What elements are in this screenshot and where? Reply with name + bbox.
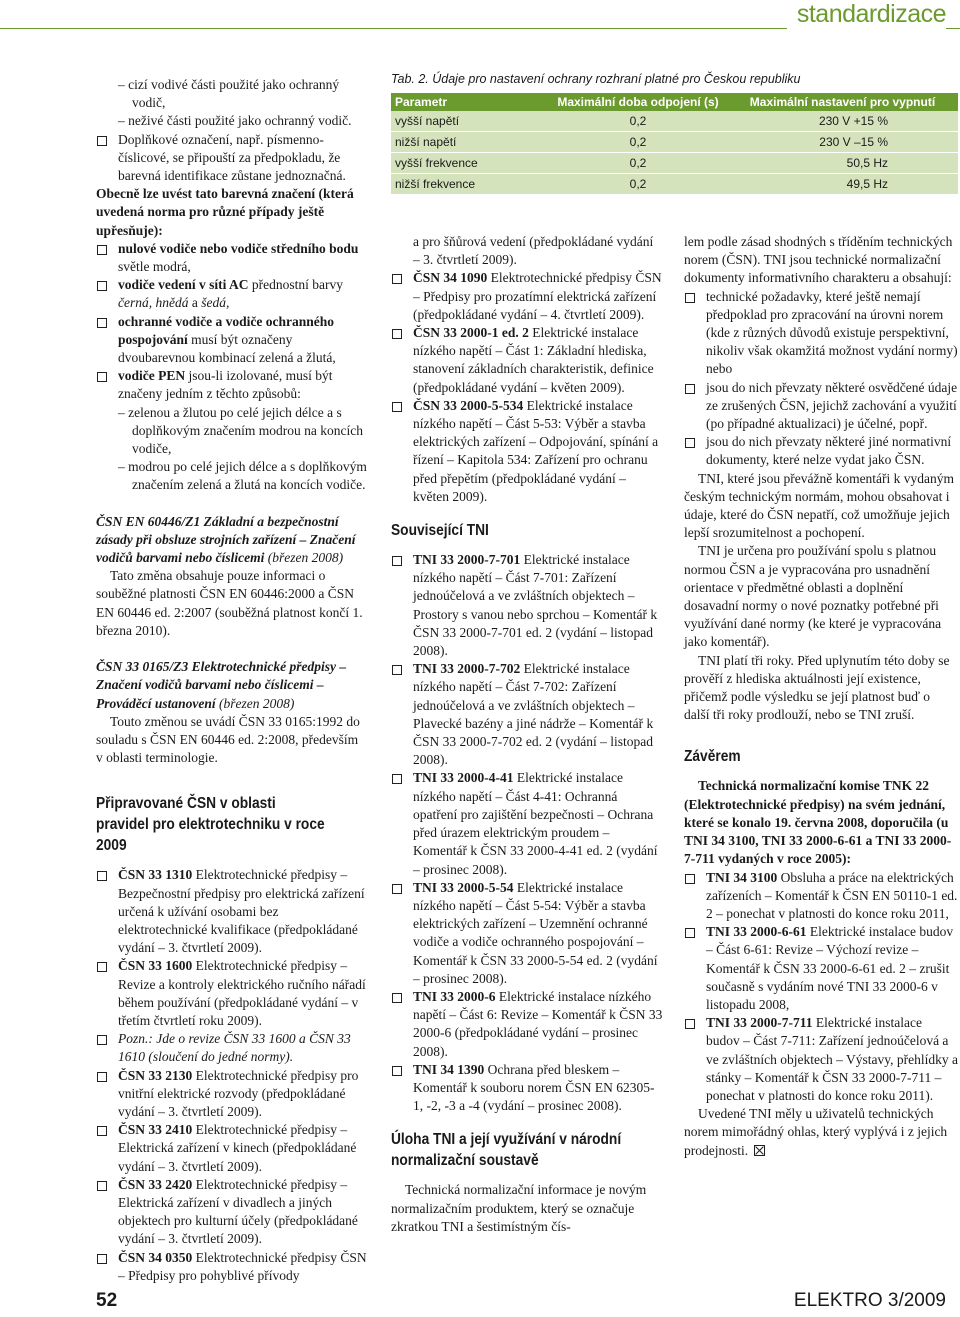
- list-item: ochranné vodiče a vodiče ochranného pospojování musí být označeny dvoubarevnou kombinací zelená a žlutá,: [96, 313, 368, 368]
- dash-item: – modrou po celé jejich délce a s doplňkovým značením zelená a žlutá na koncích vodiče.: [118, 459, 367, 493]
- standard-title: ČSN 33 0165/Z3 Elektrotechnické předpisy – Značení vodičů barvami nebo číslicemi – Prováděcí ustanovení (březen 2008): [96, 659, 347, 711]
- table-cell: 0,2: [549, 174, 727, 195]
- list-item: ČSN 33 2420 Elektrotechnické předpisy – Elektrická zařízení v divadlech a jiných objektech pro kulturní účely (předpokládané vydání – 3. čtvrtletí 2009).: [96, 1176, 368, 1249]
- list-item: ČSN 33 2000-5-534 Elektrické instalace nízkého napětí – Část 5-53: Výběr a stavba elektrických zařízení – Odpojování, spínání a řízení – Kapitola 534: Zařízení pro ochranu před přepětím (předpokládané vydání – květen 2009).: [391, 397, 663, 506]
- list-item: vodiče vedení v síti AC přednostní barvy černá, hnědá a šedá,: [96, 276, 368, 312]
- table-row: [391, 153, 958, 174]
- table-cell: vyšší frekvence: [391, 153, 549, 174]
- paragraph: TNI je určena pro používání spolu s platnou normou ČSN a je vypracována pro usnadnění orientace v předmětné oblasti a doplnění dosavadní normy o nové poznatky potřebné při využívání dané normy (ke které je vypracována jako komentář).: [684, 543, 942, 650]
- list-item: TNI 33 2000-7-702 Elektrické instalace nízkého napětí – Část 7-702: Zařízení jednoúčelová a ve zvláštních objektech – Plavecké bazény a jiné nádrže – Komentář k ČSN 33 2000-7-702 ed. 2 (vydání – listopad 2008).: [391, 660, 663, 769]
- list-item: TNI 34 3100 Obsluha a práce na elektrických zařízeních – Komentář k ČSN EN 50110-1 ed. 2 – ponechat v platnosti do konce roku 2011,: [684, 869, 958, 924]
- list-item: ČSN 34 1090 Elektrotechnické předpisy ČSN – Předpisy pro prozatímní elektrická zařízení (předpokládané vydání – 4. čtvrtletí 2009).: [391, 269, 663, 324]
- table-cell: 0,2: [549, 153, 727, 174]
- dash-item: – zelenou a žlutou po celé jejich délce a s doplňkovým značením modrou na koncích vodiče,: [118, 404, 363, 457]
- list-item: TNI 33 2000-6-61 Elektrické instalace budov – Část 6-61: Revize – Výchozí revize – Komentář k ČSN 33 2000-6-61 ed. 2 – zrušit současně s vydáním nové TNI 33 2000-6 v listopadu 2008,: [684, 923, 958, 1014]
- list-item: ČSN 33 1310 Elektrotechnické předpisy – Bezpečnostní předpisy pro elektrická zařízení určená k užívání osobami bez elektrotechnické kvalifikace (předpokládané vydání – 3. čtvrtletí 2009).: [96, 866, 368, 957]
- paragraph: TNI, které jsou převážně komentáři k vydaným českým technickým normám, mohou obsahovat i údaje, které do ČSN nepatří, což umožňuje jejich lepší srozumitelnost a pochopení.: [684, 470, 955, 541]
- list-item: TNI 34 1390 Ochrana před bleskem – Komentář k souboru norem ČSN EN 62305-1, -2, -3 a -4 (vydání – prosinec 2008).: [391, 1061, 663, 1116]
- table-cell: nižší frekvence: [391, 174, 549, 195]
- table-cell: 230 V –15 %: [727, 132, 958, 153]
- section-heading: Závěrem: [684, 748, 741, 766]
- table-cell: 0,2: [549, 111, 727, 132]
- list-item: ČSN 33 2410 Elektrotechnické předpisy – Elektrická zařízení v kinech (předpokládané vydání – 3. čtvrtletí 2009).: [96, 1121, 368, 1176]
- section-title: standardizace: [787, 0, 946, 29]
- section-heading: Připravované ČSN v oblasti pravidel pro elektrotechniku v roce 2009: [96, 795, 325, 855]
- settings-table: [391, 93, 958, 195]
- list-item: vodiče PEN jsou-li izolované, musí být značeny jedním z těchto způsobů:: [96, 367, 368, 403]
- table-header: Parametr: [391, 93, 549, 111]
- table-header: Maximální nastavení pro vypnutí: [727, 93, 958, 111]
- dash-item: – neživé části použité jako ochranný vodič.: [118, 113, 352, 129]
- paragraph: Tato změna obsahuje pouze informaci o souběžné platnosti ČSN EN 60446:2000 a ČSN EN 60446 ed. 2:2007 (souběžná platnost končí 1. března 2010).: [96, 568, 363, 638]
- column-2: [391, 233, 663, 1236]
- column-1: [96, 76, 368, 1285]
- list-item: ČSN 33 1600 Elektrotechnické předpisy – Revize a kontroly elektrického ručního nářadí během používání (předpokládané vydání – v třetím čtvrtletí roku 2009).: [96, 957, 368, 1030]
- table-cell: 49,5 Hz: [727, 174, 958, 195]
- paragraph: Touto změnou se uvádí ČSN 33 0165:1992 do souladu s ČSN EN 60446 ed. 2:2008, především v oblasti terminologie.: [96, 713, 360, 766]
- table-row: [391, 174, 958, 195]
- list-item: TNI 33 2000-4-41 Elektrické instalace nízkého napětí – Část 4-41: Ochranná opatření pro zajištění bezpečnosti – Ochrana před úrazem elektrickým proudem – Komentář k ČSN 33 2000-4-41 ed. 2 (vydání – prosinec 2008).: [391, 769, 663, 878]
- column-3: [684, 233, 958, 1160]
- list-item: Doplňkové označení, např. písmenno-číslicové, se připouští za předpokladu, že barevná identifikace zůstane jednoznačná.: [96, 131, 368, 186]
- magazine-issue: ELEKTRO 3/2009: [793, 1290, 946, 1311]
- list-item: ČSN 33 2000-1 ed. 2 Elektrické instalace nízkého napětí – Část 1: Základní hlediska, stanovení základních charakteristik, definice (předpokládané vydání – květen 2009).: [391, 324, 663, 397]
- bold-intro: Obecně lze uvést tato barevná značení (která uvedená norma pro různé případy ještě upřesňuje):: [96, 186, 354, 238]
- paragraph: lem podle zásad shodných s tříděním technických norem (ČSN). TNI jsou technické normalizační dokumenty informativního charakteru a obsahují:: [684, 234, 953, 286]
- paragraph: Uvedené TNI měly u uživatelů technických norem mimořádný ohlas, který vyplývá i z jejich prodejnosti.: [684, 1106, 948, 1158]
- end-mark-icon: [754, 1145, 765, 1156]
- list-item: TNI 33 2000-7-701 Elektrické instalace nízkého napětí – Část 7-701: Zařízení jednoúčelová a ve zvláštních objektech – Prostory s vanou nebo sprchou – Komentář k ČSN 33 2000-7-701 ed. 2 (vydání – listopad 2008).: [391, 551, 663, 660]
- list-item: jsou do nich převzaty některé osvědčené údaje ze zrušených ČSN, jejichž zachování a využití (po případné aktualizaci) je účelné, popř.: [684, 379, 958, 434]
- paragraph: Technická normalizační informace je novým normalizačním produktem, který se označuje zkratkou TNI a šestimístným čís-: [391, 1182, 647, 1234]
- bold-paragraph: Technická normalizační komise TNK 22 (Elektrotechnické předpisy) na svém jednání, které se konalo 19. června 2008, doporučila (u TNI 34 3100, TNI 33 2000-6-61 a TNI 33 2000-7-711 vydaných v roce 2005):: [684, 778, 952, 867]
- table-header: Maximální doba odpojení (s): [549, 93, 727, 111]
- paragraph: a pro šňůrová vedení (předpokládané vydání – 3. čtvrtletí 2009).: [413, 234, 654, 268]
- page-number: 52: [96, 1290, 118, 1311]
- dash-item: – cizí vodivé části použité jako ochranný vodič,: [118, 77, 340, 111]
- table-cell: 0,2: [549, 132, 727, 153]
- list-item: ČSN 33 2130 Elektrotechnické předpisy pro vnitřní elektrické rozvody (předpokládané vydání – 3. čtvrtletí 2009).: [96, 1067, 368, 1122]
- paragraph: TNI platí tři roky. Před uplynutím této doby se prověří z hlediska aktuálnosti její existence, přičemž podle výsledku se její platnost buď o další tři roky prodlouží, nebo se TNI zruší.: [684, 652, 950, 723]
- list-item: TNI 33 2000-7-711 Elektrické instalace budov – Část 7-711: Zařízení jednoúčelová a ve zvláštních objektech – Výstavy, přehlídky a stánky – Komentář k ČSN 33 2000-7-711 – ponechat v platnosti do konce roku 2011).: [684, 1014, 958, 1105]
- table-cell: 230 V +15 %: [727, 111, 958, 132]
- list-item: technické požadavky, které ještě nemají předpoklad pro zpracování na úrovni norem (kde z různých důvodů existuje perspektivní, nikoliv však okamžitá možnost vydání normy) nebo: [684, 288, 958, 379]
- list-item: jsou do nich převzaty některé jiné normativní dokumenty, které nelze vydat jako ČSN.: [684, 433, 958, 469]
- list-item: TNI 33 2000-6 Elektrické instalace nízkého napětí – Část 6: Revize – Komentář k ČSN 33 2000-6 (předpokládané vydání – prosinec 2008).: [391, 988, 663, 1061]
- table-header-row: [391, 93, 958, 111]
- section-heading: Úloha TNI a její využívání v národní normalizační soustavě: [391, 1131, 622, 1170]
- section-heading: Související TNI: [391, 522, 489, 540]
- note: Pozn.: Jde o revize ČSN 33 1600 a ČSN 33 1610 (sloučení do jedné normy).: [96, 1030, 368, 1066]
- list-item: TNI 33 2000-5-54 Elektrické instalace nízkého napětí – Část 5-54: Výběr a stavba elektrických zařízení – Uzemnění ochranné vodiče a vodiče ochranného pospojování – Komentář k ČSN 33 2000-5-54 ed. 2 (vydání – prosinec 2008).: [391, 879, 663, 988]
- table-caption: Tab. 2. Údaje pro nastavení ochrany rozhraní platné pro Českou republiku: [391, 72, 801, 86]
- standard-title: ČSN EN 60446/Z1 Základní a bezpečnostní zásady při obsluze strojních zařízení – Značení vodičů barvami nebo číslicemi (březen 2008): [96, 513, 356, 566]
- table-cell: nižší napětí: [391, 132, 549, 153]
- table-cell: 50,5 Hz: [727, 153, 958, 174]
- list-item: ČSN 34 0350 Elektrotechnické předpisy ČSN – Předpisy pro pohyblivé přívody: [96, 1249, 368, 1285]
- table-row: [391, 132, 958, 153]
- table-row: [391, 111, 958, 132]
- list-item: nulové vodiče nebo vodiče středního bodu světle modrá,: [96, 240, 368, 276]
- table-cell: vyšší napětí: [391, 111, 549, 132]
